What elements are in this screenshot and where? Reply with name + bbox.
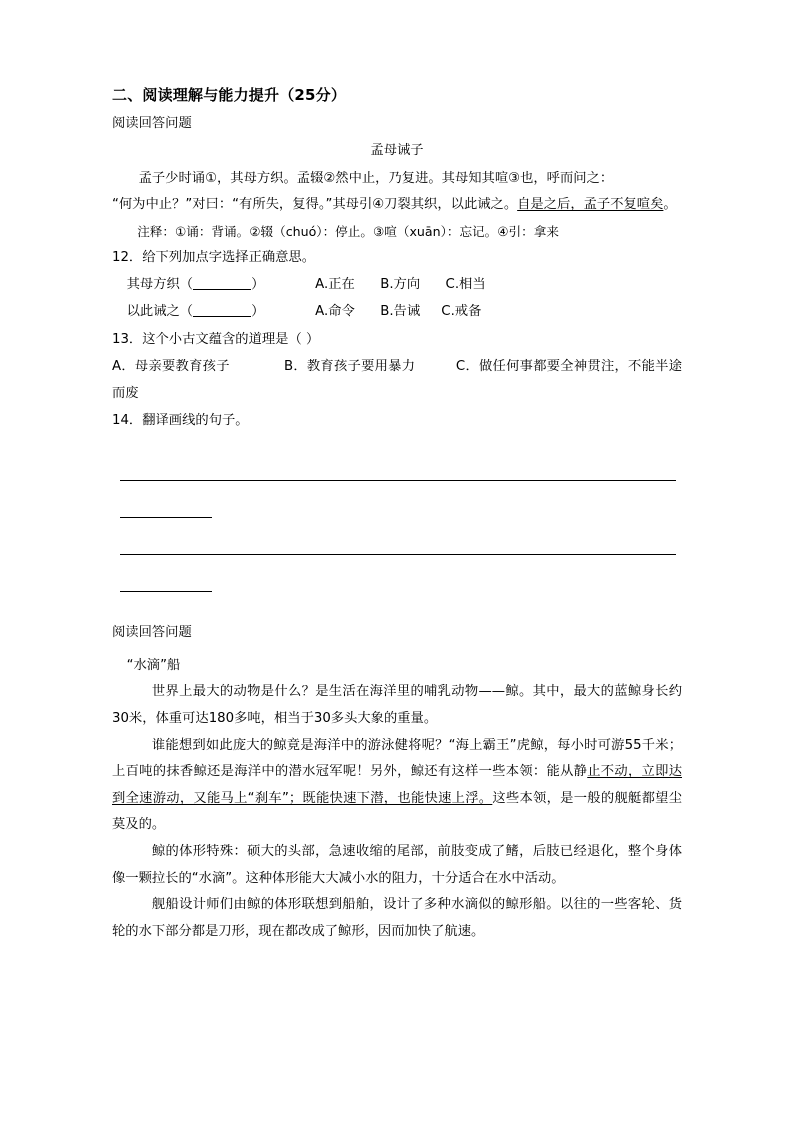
answer-gap-1	[112, 447, 682, 480]
passage2-paragraph-2	[112, 733, 682, 839]
passage1-body-line2	[112, 192, 682, 219]
question-12-item-2-gap2	[355, 304, 380, 319]
passage1-underlined-sentence: 自是之后，孟子不复喧矣	[517, 197, 664, 213]
question-12-item-1-blank[interactable]	[193, 277, 251, 291]
passage2-paragraph-4: 舰船设计师们由鲸的体形联想到船舶，设计了多种水滴似的鲸形船。以往的一些客轮、货轮的水下部分都是刀形，现在都改成了鲸形，因而加快了航速。	[112, 897, 682, 939]
question-12-item-2-phrase-pre: 以此诫之（	[126, 304, 194, 320]
passage2-paragraph-2-pre: 谁能想到如此庞大的鲸竟是海洋中的游泳健将呢？“海上霸王”虎鲸，每小时可游55千米；上百吨的抹香鲸还是海洋中的潜水冠军呢！另外，鲸还有这样一些本领：能从静	[112, 737, 682, 780]
question-12-item-2-option-a[interactable]: A.命令	[315, 304, 355, 320]
question-12-item-2-blank[interactable]	[193, 304, 251, 318]
question-12-item-2-option-c[interactable]: C.戒备	[441, 304, 482, 320]
question-13	[112, 326, 682, 353]
passage1-title: 孟母诫子	[370, 143, 424, 159]
page-content	[112, 84, 682, 945]
passage1-body-line2-post: 。	[663, 197, 677, 213]
question-12-item-1	[112, 271, 682, 298]
question-14-number: 14．	[112, 413, 143, 429]
passage2-paragraph-3: 鲸的体形特殊：硕大的头部，急速收缩的尾部，前肢变成了鳍，后肢已经退化，整个身体像一颗拉长的“水滴”。这种体形能大大减小水的阻力，十分适合在水中活动。	[112, 844, 682, 886]
question-14-stem: 翻译画线的句子。	[142, 413, 249, 429]
question-12-item-1-phrase-post: ）	[251, 277, 265, 293]
question-12-item-1-option-c[interactable]: C.相当	[445, 277, 486, 293]
answer-gap-3	[112, 518, 682, 554]
question-13-options[interactable]: A．母亲要教育孩子 B．教育孩子要用暴力 C．做任何事都要全神贯注，不能半途而废	[112, 358, 682, 402]
question-12-stem: 给下列加点字选择正确意思。	[142, 249, 316, 265]
answer-gap-5	[112, 592, 682, 622]
question-12-item-2-option-b[interactable]: B.告诫	[380, 304, 421, 320]
question-12-item-1-gap2	[355, 277, 380, 292]
question-12-item-1-gap3	[420, 277, 445, 292]
question-12-number: 12．	[112, 249, 143, 265]
passage1-body-line1-text: 孟子少时诵①，其母方织。孟辍②然中止，乃复进。其母知其喧③也，呼而问之：	[138, 170, 614, 186]
question-12-item-1-phrase-pre: 其母方织（	[126, 277, 194, 293]
passage2-instruction: 阅读回答问题	[112, 624, 192, 640]
question-12	[112, 244, 682, 271]
section-heading: 二、阅读理解与能力提升（25分）	[112, 86, 347, 104]
question-12-item-1-option-b[interactable]: B.方向	[380, 277, 421, 293]
question-12-item-2-gap	[264, 304, 315, 319]
passage1-body-line2-pre: “何为中止？”对曰：“有所失，复得。”其母引④刀裂其织，以此诫之。	[112, 197, 518, 213]
question-12-item-1-option-a[interactable]: A.正在	[315, 277, 355, 293]
question-12-item-2-phrase-post: ）	[251, 304, 265, 320]
passage1-body-line1	[112, 166, 682, 193]
question-12-item-2	[112, 298, 682, 325]
passage2-title: “水滴”船	[126, 658, 181, 674]
passage1-instruction: 阅读回答问题	[112, 115, 192, 131]
answer-gap-4	[112, 555, 682, 591]
passage2-paragraph-1: 世界上最大的动物是什么？是生活在海洋里的哺乳动物——鲸。其中，最大的蓝鲸身长约30米，体重可达180多吨，相当于30多头大象的重量。	[112, 684, 682, 727]
question-13-number: 13．	[112, 331, 143, 347]
question-12-item-2-gap3	[420, 304, 441, 319]
question-14	[112, 407, 682, 434]
passage1-notes: 注释：①诵：背诵。②辍（chuó）：停止。③喧（xuān）：忘记。④引：拿来	[137, 223, 559, 239]
question-13-stem: 这个小古文蕴含的道理是（ ）	[142, 331, 320, 347]
answer-gap-2	[112, 481, 682, 517]
answer-lines-area	[112, 447, 682, 622]
passage2-underlined-sentence: 止不动，立即达到全速游动，又能马上“刹车”；既能快速下潜，也能快速上浮。	[112, 764, 682, 806]
question-12-item-1-gap	[264, 277, 315, 292]
passage2-paragraph-2-post: 这些本领，是一般的舰艇都望尘莫及的。	[112, 790, 683, 833]
